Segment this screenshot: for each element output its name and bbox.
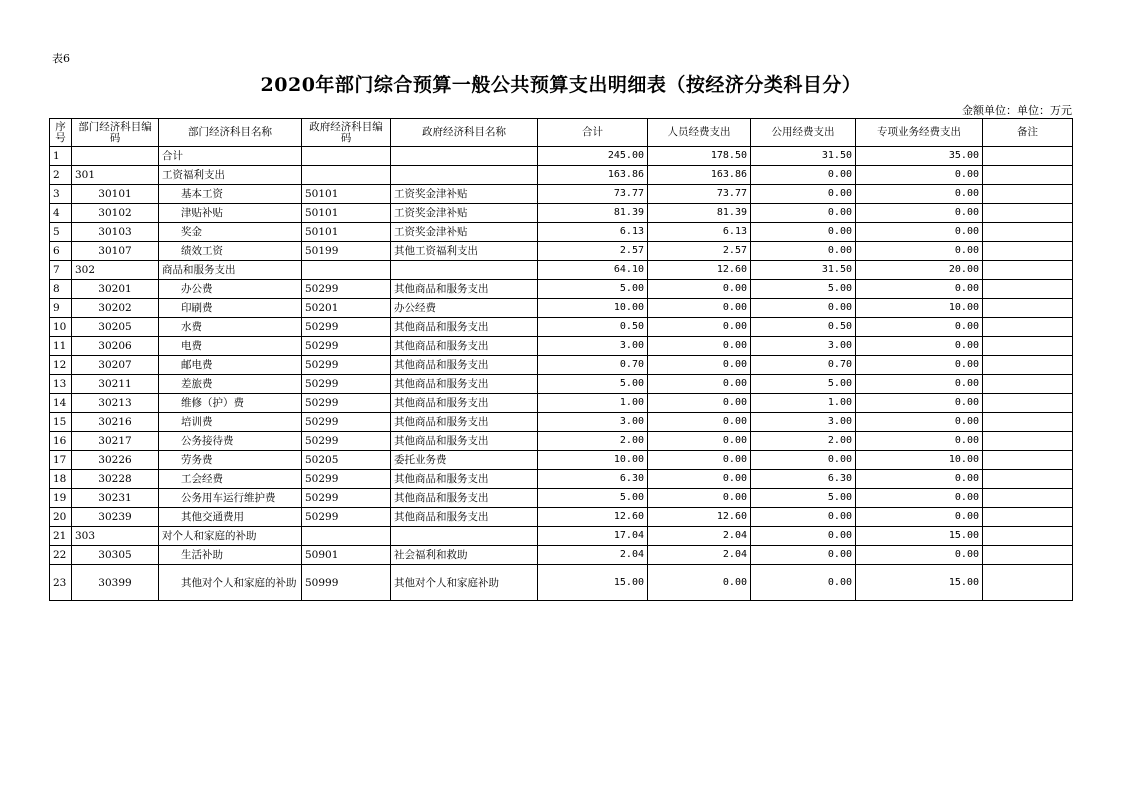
cell-gov-code: 50299 bbox=[302, 356, 391, 375]
cell-gov-code: 50101 bbox=[302, 185, 391, 204]
cell-personnel: 178.50 bbox=[648, 147, 751, 166]
cell-gov-code: 50901 bbox=[302, 546, 391, 565]
cell-remark bbox=[983, 527, 1073, 546]
cell-public: 6.30 bbox=[751, 470, 856, 489]
cell-gov-code: 50299 bbox=[302, 489, 391, 508]
cell-seq: 9 bbox=[50, 299, 72, 318]
cell-public: 0.00 bbox=[751, 242, 856, 261]
cell-personnel: 163.86 bbox=[648, 166, 751, 185]
unit-label: 金额单位：单位：万元 bbox=[962, 104, 1072, 117]
cell-gov-name: 工资奖金津补贴 bbox=[391, 223, 538, 242]
cell-dept-code: 30107 bbox=[72, 242, 159, 261]
cell-gov-name: 其他商品和服务支出 bbox=[391, 280, 538, 299]
cell-gov-name: 其他工资福利支出 bbox=[391, 242, 538, 261]
cell-total: 5.00 bbox=[538, 280, 648, 299]
cell-gov-name bbox=[391, 261, 538, 280]
cell-dept-code: 30399 bbox=[72, 565, 159, 601]
table-row bbox=[50, 527, 1073, 546]
cell-special: 0.00 bbox=[856, 166, 983, 185]
cell-gov-name: 其他商品和服务支出 bbox=[391, 318, 538, 337]
table-row bbox=[50, 508, 1073, 527]
cell-remark bbox=[983, 147, 1073, 166]
cell-gov-code: 50299 bbox=[302, 470, 391, 489]
header-public: 公用经费支出 bbox=[751, 119, 856, 147]
cell-total: 10.00 bbox=[538, 299, 648, 318]
cell-gov-code: 50299 bbox=[302, 375, 391, 394]
header-seq: 序号 bbox=[50, 119, 72, 147]
table-row bbox=[50, 451, 1073, 470]
table-row bbox=[50, 261, 1073, 280]
cell-special: 0.00 bbox=[856, 204, 983, 223]
cell-dept-name: 公务用车运行维护费 bbox=[159, 489, 302, 508]
header-gov-name: 政府经济科目名称 bbox=[391, 119, 538, 147]
cell-gov-name bbox=[391, 166, 538, 185]
header-remark: 备注 bbox=[983, 119, 1073, 147]
cell-dept-code: 30217 bbox=[72, 432, 159, 451]
cell-personnel: 2.04 bbox=[648, 546, 751, 565]
cell-remark bbox=[983, 565, 1073, 601]
cell-dept-code: 30216 bbox=[72, 413, 159, 432]
cell-dept-name: 生活补助 bbox=[159, 546, 302, 565]
cell-remark bbox=[983, 318, 1073, 337]
table-row bbox=[50, 470, 1073, 489]
cell-special: 0.00 bbox=[856, 546, 983, 565]
table-row bbox=[50, 489, 1073, 508]
cell-dept-code: 301 bbox=[72, 166, 159, 185]
cell-gov-code: 50299 bbox=[302, 413, 391, 432]
cell-gov-code: 50199 bbox=[302, 242, 391, 261]
cell-personnel: 0.00 bbox=[648, 413, 751, 432]
cell-personnel: 0.00 bbox=[648, 318, 751, 337]
cell-special: 0.00 bbox=[856, 337, 983, 356]
cell-total: 163.86 bbox=[538, 166, 648, 185]
cell-seq: 2 bbox=[50, 166, 72, 185]
cell-gov-name: 工资奖金津补贴 bbox=[391, 204, 538, 223]
cell-public: 5.00 bbox=[751, 280, 856, 299]
cell-total: 0.50 bbox=[538, 318, 648, 337]
cell-gov-name: 其他商品和服务支出 bbox=[391, 413, 538, 432]
cell-seq: 5 bbox=[50, 223, 72, 242]
cell-dept-name: 维修（护）费 bbox=[159, 394, 302, 413]
cell-dept-name: 水费 bbox=[159, 318, 302, 337]
cell-dept-name: 邮电费 bbox=[159, 356, 302, 375]
table-row bbox=[50, 242, 1073, 261]
cell-dept-name: 基本工资 bbox=[159, 185, 302, 204]
cell-remark bbox=[983, 470, 1073, 489]
cell-gov-code: 50299 bbox=[302, 508, 391, 527]
cell-gov-code bbox=[302, 527, 391, 546]
table-row bbox=[50, 394, 1073, 413]
cell-seq: 17 bbox=[50, 451, 72, 470]
cell-gov-name bbox=[391, 147, 538, 166]
cell-seq: 12 bbox=[50, 356, 72, 375]
cell-gov-code: 50205 bbox=[302, 451, 391, 470]
header-special: 专项业务经费支出 bbox=[856, 119, 983, 147]
cell-total: 15.00 bbox=[538, 565, 648, 601]
cell-seq: 14 bbox=[50, 394, 72, 413]
cell-personnel: 0.00 bbox=[648, 356, 751, 375]
cell-personnel: 6.13 bbox=[648, 223, 751, 242]
cell-dept-name: 印刷费 bbox=[159, 299, 302, 318]
cell-total: 6.30 bbox=[538, 470, 648, 489]
cell-public: 3.00 bbox=[751, 337, 856, 356]
cell-total: 6.13 bbox=[538, 223, 648, 242]
cell-total: 12.60 bbox=[538, 508, 648, 527]
table-row bbox=[50, 204, 1073, 223]
cell-remark bbox=[983, 242, 1073, 261]
cell-public: 0.00 bbox=[751, 527, 856, 546]
cell-dept-name: 差旅费 bbox=[159, 375, 302, 394]
cell-gov-code bbox=[302, 147, 391, 166]
cell-dept-name: 工会经费 bbox=[159, 470, 302, 489]
cell-special: 0.00 bbox=[856, 489, 983, 508]
cell-gov-name: 其他商品和服务支出 bbox=[391, 432, 538, 451]
cell-total: 1.00 bbox=[538, 394, 648, 413]
cell-public: 0.00 bbox=[751, 508, 856, 527]
cell-special: 0.00 bbox=[856, 432, 983, 451]
cell-seq: 11 bbox=[50, 337, 72, 356]
cell-seq: 1 bbox=[50, 147, 72, 166]
cell-dept-code: 30103 bbox=[72, 223, 159, 242]
cell-dept-code: 30211 bbox=[72, 375, 159, 394]
cell-total: 10.00 bbox=[538, 451, 648, 470]
table-header-row bbox=[50, 119, 1073, 147]
cell-dept-code: 30205 bbox=[72, 318, 159, 337]
cell-dept-code: 30231 bbox=[72, 489, 159, 508]
cell-gov-name: 其他商品和服务支出 bbox=[391, 375, 538, 394]
cell-seq: 23 bbox=[50, 565, 72, 601]
cell-seq: 21 bbox=[50, 527, 72, 546]
cell-public: 0.00 bbox=[751, 546, 856, 565]
cell-personnel: 0.00 bbox=[648, 375, 751, 394]
cell-seq: 13 bbox=[50, 375, 72, 394]
cell-public: 0.00 bbox=[751, 185, 856, 204]
cell-dept-code: 30206 bbox=[72, 337, 159, 356]
cell-public: 0.00 bbox=[751, 299, 856, 318]
cell-special: 0.00 bbox=[856, 375, 983, 394]
cell-seq: 10 bbox=[50, 318, 72, 337]
cell-dept-name: 电费 bbox=[159, 337, 302, 356]
cell-remark bbox=[983, 451, 1073, 470]
header-gov-code: 政府经济科目编码 bbox=[302, 119, 391, 147]
cell-dept-name: 奖金 bbox=[159, 223, 302, 242]
cell-dept-name: 培训费 bbox=[159, 413, 302, 432]
cell-personnel: 12.60 bbox=[648, 508, 751, 527]
cell-personnel: 2.57 bbox=[648, 242, 751, 261]
table-row bbox=[50, 375, 1073, 394]
cell-gov-code: 50999 bbox=[302, 565, 391, 601]
cell-total: 17.04 bbox=[538, 527, 648, 546]
cell-dept-name: 对个人和家庭的补助 bbox=[159, 527, 302, 546]
cell-remark bbox=[983, 413, 1073, 432]
cell-dept-code: 30226 bbox=[72, 451, 159, 470]
cell-dept-code: 30305 bbox=[72, 546, 159, 565]
cell-gov-code: 50101 bbox=[302, 204, 391, 223]
cell-seq: 16 bbox=[50, 432, 72, 451]
cell-public: 0.00 bbox=[751, 565, 856, 601]
cell-remark bbox=[983, 546, 1073, 565]
cell-special: 15.00 bbox=[856, 527, 983, 546]
cell-remark bbox=[983, 375, 1073, 394]
cell-public: 31.50 bbox=[751, 261, 856, 280]
cell-remark bbox=[983, 261, 1073, 280]
cell-personnel: 0.00 bbox=[648, 489, 751, 508]
cell-public: 2.00 bbox=[751, 432, 856, 451]
table-row bbox=[50, 299, 1073, 318]
cell-personnel: 0.00 bbox=[648, 394, 751, 413]
cell-personnel: 0.00 bbox=[648, 299, 751, 318]
cell-public: 0.00 bbox=[751, 166, 856, 185]
cell-total: 73.77 bbox=[538, 185, 648, 204]
cell-personnel: 0.00 bbox=[648, 451, 751, 470]
table-row bbox=[50, 413, 1073, 432]
cell-gov-name: 其他商品和服务支出 bbox=[391, 489, 538, 508]
cell-total: 64.10 bbox=[538, 261, 648, 280]
cell-remark bbox=[983, 508, 1073, 527]
cell-seq: 18 bbox=[50, 470, 72, 489]
cell-dept-code: 30201 bbox=[72, 280, 159, 299]
cell-public: 5.00 bbox=[751, 375, 856, 394]
cell-dept-name: 其他对个人和家庭的补助 bbox=[159, 565, 302, 601]
cell-seq: 6 bbox=[50, 242, 72, 261]
cell-special: 0.00 bbox=[856, 356, 983, 375]
cell-dept-code: 30239 bbox=[72, 508, 159, 527]
cell-dept-name: 工资福利支出 bbox=[159, 166, 302, 185]
cell-dept-name: 商品和服务支出 bbox=[159, 261, 302, 280]
cell-remark bbox=[983, 356, 1073, 375]
table-row bbox=[50, 185, 1073, 204]
cell-special: 20.00 bbox=[856, 261, 983, 280]
cell-gov-name: 社会福利和救助 bbox=[391, 546, 538, 565]
cell-total: 5.00 bbox=[538, 489, 648, 508]
cell-gov-name: 其他商品和服务支出 bbox=[391, 508, 538, 527]
cell-public: 0.50 bbox=[751, 318, 856, 337]
cell-public: 0.00 bbox=[751, 223, 856, 242]
table-number: 表6 bbox=[52, 52, 70, 65]
cell-gov-code bbox=[302, 261, 391, 280]
header-personnel: 人员经费支出 bbox=[648, 119, 751, 147]
cell-total: 0.70 bbox=[538, 356, 648, 375]
table-row bbox=[50, 280, 1073, 299]
cell-dept-name: 津贴补贴 bbox=[159, 204, 302, 223]
cell-gov-code: 50299 bbox=[302, 394, 391, 413]
cell-special: 0.00 bbox=[856, 185, 983, 204]
cell-dept-code: 302 bbox=[72, 261, 159, 280]
cell-special: 0.00 bbox=[856, 413, 983, 432]
cell-personnel: 2.04 bbox=[648, 527, 751, 546]
cell-special: 10.00 bbox=[856, 299, 983, 318]
cell-personnel: 0.00 bbox=[648, 432, 751, 451]
table-row bbox=[50, 565, 1073, 601]
cell-personnel: 12.60 bbox=[648, 261, 751, 280]
table-row bbox=[50, 318, 1073, 337]
cell-gov-code: 50101 bbox=[302, 223, 391, 242]
cell-gov-code: 50299 bbox=[302, 432, 391, 451]
page-title: 2020年部门综合预算一般公共预算支出明细表（按经济分类科目分） bbox=[260, 74, 862, 96]
cell-dept-name: 劳务费 bbox=[159, 451, 302, 470]
cell-special: 0.00 bbox=[856, 470, 983, 489]
cell-gov-name: 委托业务费 bbox=[391, 451, 538, 470]
cell-public: 5.00 bbox=[751, 489, 856, 508]
cell-gov-code: 50299 bbox=[302, 280, 391, 299]
table-row bbox=[50, 223, 1073, 242]
cell-total: 5.00 bbox=[538, 375, 648, 394]
cell-total: 2.00 bbox=[538, 432, 648, 451]
cell-total: 245.00 bbox=[538, 147, 648, 166]
cell-seq: 7 bbox=[50, 261, 72, 280]
cell-dept-code: 30202 bbox=[72, 299, 159, 318]
cell-special: 0.00 bbox=[856, 394, 983, 413]
cell-seq: 4 bbox=[50, 204, 72, 223]
cell-remark bbox=[983, 489, 1073, 508]
cell-total: 3.00 bbox=[538, 413, 648, 432]
cell-public: 0.00 bbox=[751, 204, 856, 223]
cell-special: 15.00 bbox=[856, 565, 983, 601]
table-row bbox=[50, 546, 1073, 565]
cell-total: 3.00 bbox=[538, 337, 648, 356]
cell-gov-code: 50299 bbox=[302, 318, 391, 337]
table-row bbox=[50, 356, 1073, 375]
cell-dept-code: 30228 bbox=[72, 470, 159, 489]
cell-total: 2.04 bbox=[538, 546, 648, 565]
cell-remark bbox=[983, 204, 1073, 223]
cell-personnel: 0.00 bbox=[648, 280, 751, 299]
cell-gov-code: 50299 bbox=[302, 337, 391, 356]
cell-special: 0.00 bbox=[856, 280, 983, 299]
cell-dept-code bbox=[72, 147, 159, 166]
budget-table bbox=[49, 118, 1073, 601]
cell-seq: 15 bbox=[50, 413, 72, 432]
cell-remark bbox=[983, 185, 1073, 204]
cell-special: 35.00 bbox=[856, 147, 983, 166]
cell-gov-name: 其他对个人和家庭补助 bbox=[391, 565, 538, 601]
cell-personnel: 0.00 bbox=[648, 470, 751, 489]
cell-public: 3.00 bbox=[751, 413, 856, 432]
table-row bbox=[50, 166, 1073, 185]
cell-remark bbox=[983, 337, 1073, 356]
cell-personnel: 81.39 bbox=[648, 204, 751, 223]
cell-seq: 20 bbox=[50, 508, 72, 527]
cell-personnel: 0.00 bbox=[648, 565, 751, 601]
cell-personnel: 0.00 bbox=[648, 337, 751, 356]
cell-special: 0.00 bbox=[856, 223, 983, 242]
cell-dept-name: 合计 bbox=[159, 147, 302, 166]
cell-gov-name: 其他商品和服务支出 bbox=[391, 394, 538, 413]
cell-dept-name: 绩效工资 bbox=[159, 242, 302, 261]
cell-remark bbox=[983, 166, 1073, 185]
cell-remark bbox=[983, 223, 1073, 242]
cell-seq: 8 bbox=[50, 280, 72, 299]
cell-gov-code bbox=[302, 166, 391, 185]
cell-gov-name: 其他商品和服务支出 bbox=[391, 337, 538, 356]
cell-total: 2.57 bbox=[538, 242, 648, 261]
cell-gov-name bbox=[391, 527, 538, 546]
cell-remark bbox=[983, 394, 1073, 413]
header-dept-name: 部门经济科目名称 bbox=[159, 119, 302, 147]
cell-public: 31.50 bbox=[751, 147, 856, 166]
cell-gov-name: 其他商品和服务支出 bbox=[391, 356, 538, 375]
cell-dept-code: 30101 bbox=[72, 185, 159, 204]
cell-seq: 3 bbox=[50, 185, 72, 204]
table-row bbox=[50, 337, 1073, 356]
cell-dept-code: 30207 bbox=[72, 356, 159, 375]
cell-dept-name: 其他交通费用 bbox=[159, 508, 302, 527]
cell-remark bbox=[983, 432, 1073, 451]
cell-special: 0.00 bbox=[856, 508, 983, 527]
cell-public: 0.70 bbox=[751, 356, 856, 375]
header-total: 合计 bbox=[538, 119, 648, 147]
cell-gov-name: 办公经费 bbox=[391, 299, 538, 318]
cell-dept-code: 303 bbox=[72, 527, 159, 546]
cell-seq: 19 bbox=[50, 489, 72, 508]
cell-seq: 22 bbox=[50, 546, 72, 565]
table-row bbox=[50, 147, 1073, 166]
cell-special: 0.00 bbox=[856, 242, 983, 261]
cell-dept-code: 30102 bbox=[72, 204, 159, 223]
cell-dept-name: 办公费 bbox=[159, 280, 302, 299]
cell-gov-name: 工资奖金津补贴 bbox=[391, 185, 538, 204]
cell-dept-name: 公务接待费 bbox=[159, 432, 302, 451]
cell-special: 0.00 bbox=[856, 318, 983, 337]
cell-gov-code: 50201 bbox=[302, 299, 391, 318]
cell-public: 0.00 bbox=[751, 451, 856, 470]
header-dept-code: 部门经济科目编码 bbox=[72, 119, 159, 147]
cell-public: 1.00 bbox=[751, 394, 856, 413]
cell-gov-name: 其他商品和服务支出 bbox=[391, 470, 538, 489]
cell-remark bbox=[983, 280, 1073, 299]
cell-total: 81.39 bbox=[538, 204, 648, 223]
cell-personnel: 73.77 bbox=[648, 185, 751, 204]
cell-special: 10.00 bbox=[856, 451, 983, 470]
cell-dept-code: 30213 bbox=[72, 394, 159, 413]
cell-remark bbox=[983, 299, 1073, 318]
table-row bbox=[50, 432, 1073, 451]
